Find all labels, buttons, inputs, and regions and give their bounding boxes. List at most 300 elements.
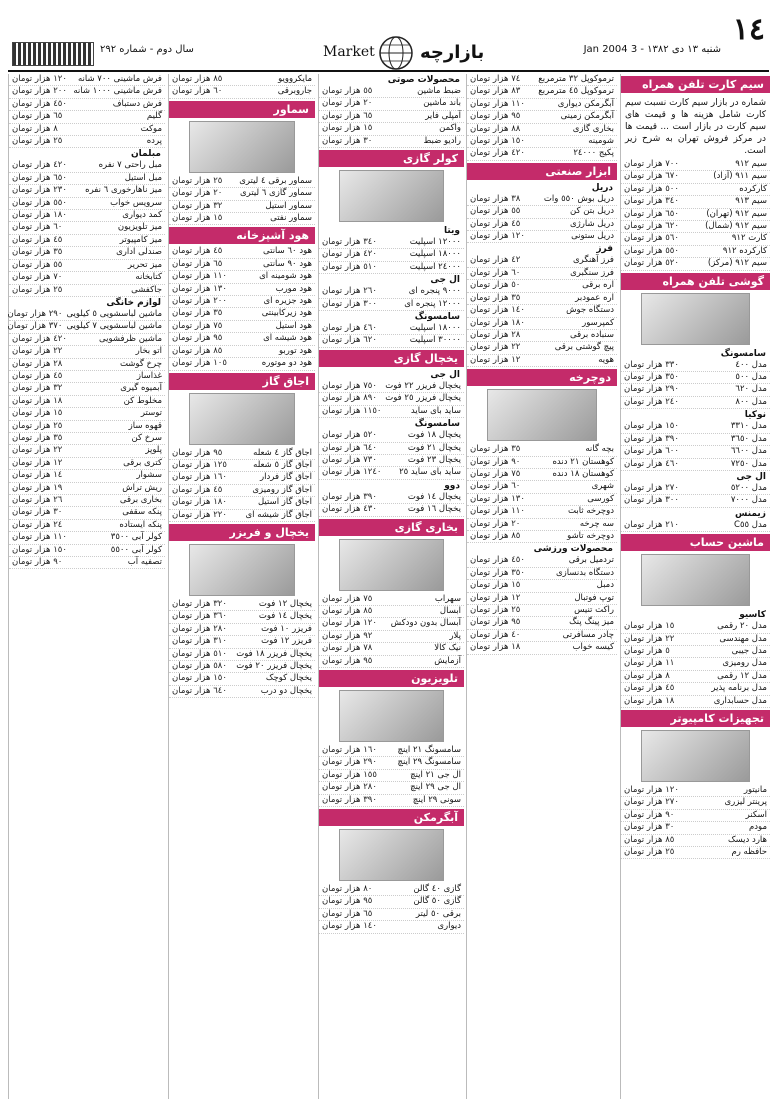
- item-price: ٢٠٠ هزار تومان: [12, 86, 67, 97]
- item-name: دریل ستونی: [571, 231, 614, 242]
- price-row: [621, 348, 770, 360]
- item-price: ٢٤٠ هزار تومان: [624, 396, 679, 407]
- section-header: سماور: [169, 101, 315, 118]
- item-name: سیم ٩١١ (آزاد): [713, 171, 767, 182]
- item-price: ٣٥ هزار تومان: [12, 247, 63, 258]
- price-row: [9, 247, 165, 259]
- item-price: ٩٥ هزار تومان: [470, 617, 521, 628]
- price-row: [621, 671, 770, 683]
- item-price: ٦٥ هزار تومان: [12, 111, 63, 122]
- item-price: ٨٨ هزار تومان: [470, 123, 521, 134]
- item-price: ٤٢٠ هزار تومان: [322, 249, 377, 260]
- price-row: [621, 822, 770, 834]
- item-name: میز تلویزیون: [117, 222, 162, 233]
- item-name: ١٨٠٠٠ اسپلیت: [409, 249, 461, 260]
- item-name: گازی ٤٠ گالن: [413, 884, 461, 894]
- item-price: ٥٥ هزار تومان: [12, 259, 63, 270]
- price-row: [9, 346, 165, 358]
- price-row: [467, 305, 617, 317]
- price-row: [9, 99, 165, 111]
- masthead: [8, 8, 769, 72]
- item-name: مدل C٥٥: [734, 519, 767, 530]
- item-name: اره عمودبر: [575, 292, 614, 303]
- price-row: [319, 274, 464, 286]
- price-row: [319, 795, 464, 807]
- newspaper-page: [8, 8, 769, 1103]
- item-price: ٦٢٠ هزار تومان: [322, 335, 377, 346]
- price-row: [169, 296, 315, 308]
- item-name: قهوه ساز: [128, 420, 162, 431]
- item-price: ٤٥ هزار تومان: [172, 246, 223, 257]
- item-name: هود دو موتوره: [261, 358, 312, 369]
- price-row: [319, 492, 464, 504]
- item-price: ٦٤٠ هزار تومان: [172, 685, 227, 696]
- item-price: ٥٥ هزار تومان: [322, 86, 373, 96]
- price-row: [319, 643, 464, 655]
- item-name: هود شومینه ای: [259, 271, 312, 282]
- item-name: سامسونگ: [414, 312, 460, 323]
- item-price: ١٥ هزار تومان: [624, 621, 675, 632]
- item-price: ٣٥ هزار تومان: [172, 308, 223, 319]
- item-name: سماور برقی ٤ لیتری: [239, 175, 312, 186]
- price-row: [621, 696, 770, 708]
- item-price: ٢٨ هزار تومان: [12, 358, 63, 369]
- item-name: گلیم: [146, 111, 162, 122]
- item-name: سماور گازی ٦ لیتری: [240, 188, 312, 199]
- price-row: [319, 323, 464, 335]
- item-price: ٦٥٠ هزار تومان: [624, 208, 679, 219]
- newspaper-logo: [12, 42, 94, 66]
- price-row: [319, 369, 464, 381]
- item-name: اجاق گاز رومیزی: [252, 484, 312, 495]
- item-price: ٧٨ هزار تومان: [322, 643, 373, 654]
- item-price: ٦٠ هزار تومان: [12, 222, 63, 233]
- item-name: مبل راحتی ٧ نفره: [98, 160, 162, 171]
- item-price: ١٣٠ هزار تومان: [172, 283, 227, 294]
- section-header: سیم کارت تلفن همراه: [621, 76, 770, 93]
- item-price: ٤٢٠ هزار تومان: [470, 148, 525, 159]
- price-row: [319, 123, 464, 135]
- section-header: هود آشپزخانه: [169, 227, 315, 244]
- price-row: [467, 543, 617, 555]
- section-intro: شماره در بازار سیم کارت نسبت سیم کارت شامل هزینه ها و قیمت های سیم کارت در بازار است ... قیمت ها در مرکز فروش تهران به شرح زیر است.: [625, 98, 766, 156]
- item-name: محصولات صوتی: [387, 75, 460, 85]
- item-name: رادیو ضبط: [423, 135, 461, 146]
- item-name: سامسونگ: [720, 348, 766, 359]
- item-name: مدل حسابداری: [713, 695, 767, 706]
- item-price: ٨٥ هزار تومان: [322, 605, 373, 616]
- price-row: [319, 237, 464, 249]
- item-name: برقی ٥٠ لیتر: [415, 908, 461, 919]
- price-row: [467, 444, 617, 456]
- item-price: ٣٩٠ هزار تومان: [322, 794, 377, 805]
- item-name: پیچ گوشتی برقی: [554, 342, 614, 353]
- item-price: ١٩ هزار تومان: [12, 482, 63, 493]
- item-name: هود جزیره ای: [263, 296, 312, 307]
- price-row: [319, 249, 464, 261]
- price-row: [9, 557, 165, 569]
- price-row: [169, 599, 315, 611]
- item-name: پلوپز: [145, 445, 162, 456]
- item-name: مودم: [749, 822, 767, 833]
- item-name: ٩٠٠٠ پنجره ای: [408, 286, 461, 297]
- item-name: یخچال فریزر ١٨ فوت: [236, 648, 312, 659]
- item-price: ٢٥ هزار تومان: [12, 136, 63, 147]
- item-price: ٤٢٠ هزار تومان: [12, 333, 67, 344]
- item-name: سه چرخه: [579, 518, 614, 529]
- item-price: ٢٦٠ هزار تومان: [322, 286, 377, 297]
- item-name: مدل برنامه پذیر: [711, 683, 767, 694]
- item-name: ٣٠٠٠٠ اسپلیت: [409, 335, 461, 346]
- date-line: شنبه ١٣ دی ١٣٨٢ - Jan 2004 3: [583, 44, 721, 55]
- item-name: دوچرخه ثابت: [567, 506, 614, 517]
- item-name: کارکرده: [739, 183, 767, 194]
- item-price: ٤٥ هزار تومان: [12, 234, 63, 245]
- price-row: [319, 884, 464, 896]
- item-name: مبلمان: [130, 149, 161, 160]
- item-price: ٨٥ هزار تومان: [470, 530, 521, 541]
- item-name: یخچال فریزر ٢٢ فوت: [385, 380, 461, 391]
- item-name: مدل ٥٢٠٠: [730, 482, 767, 493]
- section-header: ابزار صنعتی: [467, 163, 617, 180]
- item-price: ١٨٠ هزار تومان: [172, 497, 227, 508]
- item-name: بچه گانه: [585, 444, 614, 455]
- price-row: [169, 673, 315, 685]
- item-price: ٧٣٠ هزار تومان: [322, 454, 377, 465]
- price-row: [467, 318, 617, 330]
- price-row: [9, 371, 165, 383]
- item-price: ٢٢٠ هزار تومان: [172, 509, 227, 520]
- item-name: بخاری برقی: [119, 495, 162, 505]
- price-row: [169, 611, 315, 623]
- item-name: فرش ماشینی ٧٠٠ شانه: [77, 74, 162, 84]
- item-price: ٣٠ هزار تومان: [624, 822, 675, 833]
- price-row: [9, 495, 165, 507]
- item-name: فرش ماشینی ١٠٠٠ شانه: [73, 86, 162, 97]
- item-price: ١٠٥ هزار تومان: [172, 358, 227, 369]
- price-row: [9, 136, 165, 148]
- item-price: ١٥٠ هزار تومان: [172, 673, 227, 684]
- column-2: [466, 74, 617, 1099]
- price-row: [9, 458, 165, 470]
- item-price: ٦٠ هزار تومان: [470, 481, 521, 492]
- price-row: [9, 359, 165, 371]
- item-name: آبسال بدون دودکش: [390, 618, 461, 629]
- item-price: ٤٥٠ هزار تومان: [12, 98, 67, 109]
- price-row: [169, 333, 315, 345]
- item-price: ٢٥ هزار تومان: [12, 284, 63, 295]
- price-row: [9, 334, 165, 346]
- item-price: ٢٥ هزار تومان: [172, 175, 223, 186]
- item-name: دستگاه جوش: [566, 305, 614, 316]
- price-row: [621, 159, 770, 171]
- item-price: ٢٠ هزار تومان: [470, 518, 521, 529]
- price-row: [169, 636, 315, 648]
- price-row: [319, 606, 464, 618]
- section-header: یخچال گازی: [319, 350, 464, 367]
- item-name: ١٨٠٠٠ اسپلیت: [409, 323, 461, 334]
- price-row: [9, 507, 165, 519]
- item-price: ٦٧٠ هزار تومان: [624, 171, 679, 182]
- item-name: کوهستان ٢١ دنده: [552, 456, 614, 467]
- item-name: کولر آبی ٥٥٠٠: [110, 544, 162, 555]
- item-price: ٨ هزار تومان: [12, 123, 58, 134]
- price-row: [9, 309, 165, 321]
- price-row: [621, 384, 770, 396]
- item-price: ٥٠ هزار تومان: [470, 280, 521, 291]
- item-price: ١٣٠ هزار تومان: [470, 493, 525, 504]
- section-header: بخاری گازی: [319, 519, 464, 536]
- item-name: کارت ٩١٢: [731, 233, 767, 244]
- item-price: ٩٢ هزار تومان: [322, 630, 373, 641]
- item-price: ٨٥ هزار تومان: [624, 834, 675, 845]
- item-name: لوازم خانگی: [106, 297, 161, 308]
- price-row: [467, 99, 617, 111]
- item-price: ٢٣٠ هزار تومان: [12, 185, 67, 196]
- price-row: [621, 835, 770, 847]
- item-price: ٢٨٠ هزار تومان: [322, 782, 377, 793]
- item-name: پکیج ٢٤٠٠٠: [573, 148, 614, 159]
- item-price: ٤٦٠ هزار تومان: [322, 323, 377, 334]
- price-row: [467, 182, 617, 194]
- item-name: هود ٦٠ سانتی: [263, 246, 312, 257]
- price-row: [467, 243, 617, 255]
- product-photo: [189, 393, 295, 445]
- item-price: ٥٢٠ هزار تومان: [322, 430, 377, 441]
- item-name: یخچال فریزر ٢٠ فوت: [236, 660, 312, 671]
- price-row: [319, 467, 464, 479]
- item-price: ٦٤٠ هزار تومان: [322, 442, 377, 453]
- price-row: [319, 909, 464, 921]
- price-row: [319, 299, 464, 311]
- product-photo: [641, 554, 750, 606]
- price-row: [169, 259, 315, 271]
- item-price: ١٥٥ هزار تومان: [322, 769, 377, 780]
- price-row: [467, 617, 617, 629]
- item-price: ٢٧٠ هزار تومان: [624, 797, 679, 808]
- price-row: [621, 683, 770, 695]
- price-row: [467, 519, 617, 531]
- item-name: ال جی: [430, 369, 460, 380]
- item-name: مدل مهندسی: [719, 633, 767, 644]
- item-name: اجاق گاز ٤ شعله: [253, 447, 312, 458]
- item-price: ٣٩٠ هزار تومان: [624, 433, 679, 444]
- price-row: [621, 196, 770, 208]
- item-price: ٣٢٠ هزار تومان: [172, 598, 227, 609]
- price-row: [9, 321, 165, 333]
- price-row: [621, 810, 770, 822]
- item-price: ١٤٠ هزار تومان: [470, 305, 525, 316]
- item-name: توستر: [140, 408, 162, 419]
- price-row: [467, 293, 617, 305]
- item-name: اجاق گاز ٥ شعله: [253, 459, 312, 470]
- item-price: ٣٠ هزار تومان: [322, 135, 373, 146]
- price-row: [621, 471, 770, 483]
- price-row: [9, 433, 165, 445]
- item-name: پرینتر لیزری: [724, 797, 767, 808]
- item-price: ٣٢ هزار تومان: [172, 200, 223, 211]
- item-name: جاکفشی: [131, 284, 162, 295]
- price-row: [169, 201, 315, 213]
- item-price: ٤٣٠ هزار تومان: [322, 504, 377, 515]
- product-photo: [339, 829, 444, 881]
- item-name: سامسونگ ٢١ اینچ: [397, 744, 461, 755]
- price-row: [9, 445, 165, 457]
- item-name: یخچال کوچک: [265, 673, 312, 684]
- item-name: شومینه: [588, 136, 614, 147]
- price-row: [467, 342, 617, 354]
- price-row: [621, 446, 770, 458]
- item-name: میز تحریر: [127, 259, 162, 270]
- price-row: [467, 219, 617, 231]
- product-photo: [339, 539, 444, 591]
- item-name: مدل رومیزی: [722, 658, 767, 669]
- item-name: مدل ٦٦٠٠: [730, 446, 767, 457]
- price-row: [319, 618, 464, 630]
- column-5: [8, 74, 165, 1099]
- item-name: اجاق گاز استیل: [258, 497, 312, 508]
- item-name: ماشین ظرفشویی: [99, 333, 162, 344]
- item-price: ٩٥ هزار تومان: [322, 655, 373, 666]
- item-price: ٧٥٠ هزار تومان: [322, 380, 377, 391]
- item-price: ٣٦٠ هزار تومان: [172, 611, 227, 622]
- price-row: [169, 472, 315, 484]
- price-row: [621, 360, 770, 372]
- price-row: [9, 235, 165, 247]
- item-price: ٥٠٠ هزار تومان: [624, 183, 679, 194]
- item-name: اجاق گاز شیشه ای: [245, 509, 312, 520]
- item-name: دریل شارژی: [570, 218, 614, 229]
- item-price: ٨٥ هزار تومان: [172, 74, 223, 84]
- item-name: تردمیل برقی: [568, 555, 614, 566]
- item-name: مدل ١٢ رقمی: [717, 670, 767, 681]
- item-name: سهراب: [434, 593, 461, 604]
- price-row: [319, 86, 464, 98]
- product-photo: [339, 170, 444, 222]
- item-price: ٥١٠ هزار تومان: [172, 648, 227, 659]
- product-photo: [339, 690, 444, 742]
- price-row: [169, 686, 315, 698]
- item-name: مدل ٨٠٠: [735, 396, 767, 407]
- item-name: سامسونگ ٢٩ اینچ: [397, 757, 461, 768]
- price-row: [319, 770, 464, 782]
- item-price: ٧٥ هزار تومان: [172, 320, 223, 331]
- item-name: صندلی اداری: [116, 247, 162, 258]
- item-price: ١١٠ هزار تومان: [470, 98, 525, 109]
- item-price: ٣٢ هزار تومان: [12, 383, 63, 394]
- item-name: کتری برقی: [123, 457, 162, 468]
- item-price: ٥٢٠ هزار تومان: [624, 258, 679, 269]
- item-name: حافظه رم: [731, 847, 767, 857]
- item-price: ٢٢ هزار تومان: [470, 342, 521, 353]
- price-row: [319, 757, 464, 769]
- price-row: [9, 532, 165, 544]
- item-price: ١٢٠ هزار تومان: [322, 618, 377, 629]
- item-name: کتابخانه: [135, 272, 162, 283]
- price-row: [319, 418, 464, 430]
- price-row: [9, 470, 165, 482]
- price-row: [9, 421, 165, 433]
- item-name: دوو: [444, 480, 460, 491]
- item-price: ٣٠٠ هزار تومان: [624, 495, 679, 506]
- item-price: ٤٥ هزار تومان: [624, 683, 675, 694]
- price-row: [9, 185, 165, 197]
- item-name: سونی ٢٩ اینچ: [412, 794, 461, 805]
- item-name: دریل: [591, 182, 613, 193]
- item-price: ٢٥ هزار تومان: [470, 605, 521, 615]
- price-row: [621, 797, 770, 809]
- item-price: ١٥٠ هزار تومان: [624, 421, 679, 432]
- price-row: [9, 483, 165, 495]
- item-name: مبل استیل: [124, 172, 162, 183]
- item-price: ٩٥ هزار تومان: [322, 896, 373, 907]
- item-price: ١٥٠ هزار تومان: [470, 136, 525, 147]
- item-price: ١٦٠ هزار تومان: [322, 744, 377, 755]
- item-name: نیک کالا: [434, 643, 461, 654]
- globe-icon: [378, 35, 414, 71]
- price-row: [9, 222, 165, 234]
- item-name: توپ فوتبال: [574, 592, 614, 603]
- price-row: [467, 136, 617, 148]
- item-name: آمپلی فایر: [425, 110, 461, 121]
- item-price: ٩٠ هزار تومان: [624, 809, 675, 820]
- item-name: ریش تراش: [122, 482, 162, 493]
- item-name: کورسی: [587, 493, 614, 504]
- item-name: دمبل: [596, 580, 614, 591]
- column-3: [318, 74, 464, 1099]
- item-price: ٤٠ هزار تومان: [470, 629, 521, 640]
- item-price: ٥٨٠ هزار تومان: [172, 660, 227, 671]
- item-name: پرده: [146, 136, 162, 147]
- item-name: دریل بوش ٥٥٠ وات: [543, 193, 614, 204]
- item-price: ٨٥ هزار تومان: [172, 345, 223, 356]
- price-row: [467, 330, 617, 342]
- price-row: [621, 409, 770, 421]
- item-price: ٢٦ هزار تومان: [12, 495, 63, 505]
- item-price: ٧٠ هزار تومان: [12, 272, 63, 283]
- item-name: میز کامپیوتر: [119, 234, 162, 245]
- price-row: [319, 286, 464, 298]
- item-name: مدل ٣٣١٠: [730, 421, 767, 432]
- item-name: پنکه ایستاده: [119, 519, 162, 530]
- item-price: ٣٩٠ هزار تومان: [322, 491, 377, 502]
- price-row: [319, 225, 464, 237]
- item-name: کیسه خواب: [572, 642, 614, 653]
- item-name: اجاق گاز فردار: [260, 472, 312, 483]
- price-row: [319, 262, 464, 274]
- item-name: هویه: [598, 354, 614, 365]
- item-name: سامسونگ: [414, 419, 460, 430]
- item-price: ٣٥٠ هزار تومان: [624, 372, 679, 383]
- item-price: ٦٥ هزار تومان: [322, 110, 373, 121]
- item-name: میز پینگ پنگ: [569, 617, 614, 628]
- item-name: دستگاه بدنسازی: [555, 567, 614, 578]
- item-price: ٢٠ هزار تومان: [322, 98, 373, 109]
- price-row: [169, 308, 315, 320]
- price-row: [9, 111, 165, 123]
- item-price: ٣٥٠ هزار تومان: [470, 567, 525, 578]
- section-header: گوشی تلفن همراه: [621, 273, 770, 290]
- item-name: کولر آبی ٣٥٠٠: [110, 532, 162, 543]
- price-row: [621, 209, 770, 221]
- section-header: کولر گازی: [319, 150, 464, 167]
- item-price: ٣٠٠ هزار تومان: [322, 298, 377, 309]
- item-price: ١٨ هزار تومان: [624, 695, 675, 706]
- item-name: یخچال ١٨ فوت: [407, 430, 461, 441]
- item-price: ٩٠ هزار تومان: [12, 557, 63, 568]
- item-price: ٧٥ هزار تومان: [470, 468, 521, 479]
- item-name: کارکرده ٩١٢: [722, 245, 767, 256]
